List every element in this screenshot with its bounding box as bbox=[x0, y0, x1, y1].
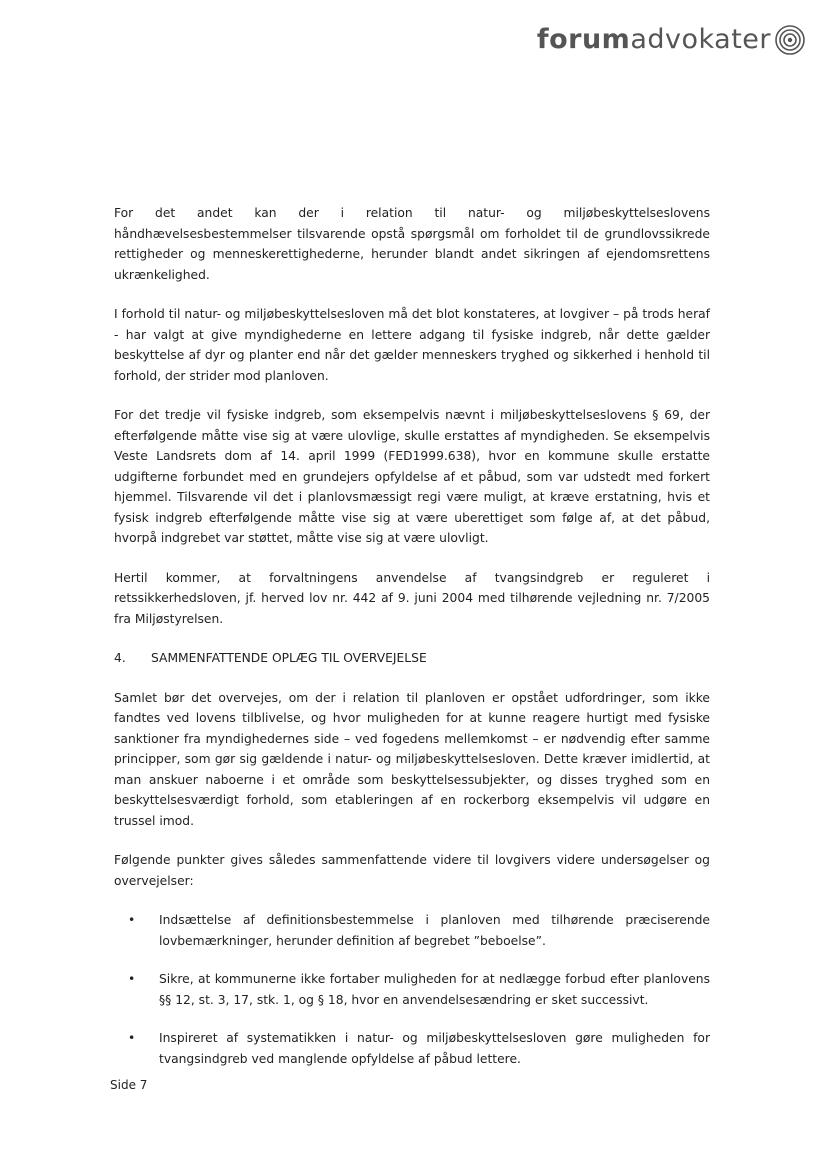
bullet-item: • Sikre, at kommunerne ikke fortaber muligheden for at nedlægge forbud efter planlovens §§ 12, st. 3, 17, stk. 1, og § 18, hvor en anvendelsesændring er sket successivt. bbox=[114, 969, 710, 1010]
logo-text-regular: advokater bbox=[630, 23, 771, 55]
paragraph: I forhold til natur- og miljøbeskyttelsesloven må det blot konstateres, at lovgiver – på trods heraf - har valgt at give myndighederne en lettere adgang til fysiske indgreb, når dette gælder beskyttelse af dyr og planter end når det gælder menneskers tryghed og sikkerhed i henhold til forhold, der strider mod planloven. bbox=[114, 307, 710, 383]
section-heading bbox=[114, 648, 710, 669]
logo-text bbox=[537, 24, 771, 55]
paragraph: Hertil kommer, at forvaltningens anvendelse af tvangsindgreb er reguleret i retssikkerhedsloven, jf. herved lov nr. 442 af 9. juni 2004 med tilhørende vejledning nr. 7/2005 fra Miljøstyrelsen. bbox=[114, 570, 710, 626]
paragraph: For det tredje vil fysiske indgreb, som eksempelvis nævnt i miljøbeskyttelseslovens § 69, der efterfølgende måtte vise sig at være ulovlige, skulle erstattes af myndigheden. Se eksempelvis Veste Landsrets dom af 14. april 1999 (FED1999.638), hvor en kommune skulle erstatte udgifterne forbundet med en grundejers opfyldelse af et påbud, som var udstedt med forkert hjemmel. Tilsvarende vil det i planlovsmæssigt regi være muligt, at kræve erstatning, hvis et fysisk indgreb efterfølgende måtte vise sig at være uberettiget som følge af, at det påbud, hvorpå indgrebet var støttet, måtte vise sig at være ulovligt. bbox=[114, 408, 710, 545]
paragraph: For det andet kan der i relation til natur- og miljøbeskyttelseslovens håndhævelsesbestemmelser tilsvarende opstå spørgsmål om forholdet til de grundlovssikrede rettigheder og menneskerettighederne, herunder blandt andet sikringen af ejendomsrettens ukrænkelighed. bbox=[114, 206, 710, 282]
bullet-item: • Indsættelse af definitionsbestemmelse i planloven med tilhørende præciserende lovbemærkninger, herunder definition af begrebet ”beboelse”. bbox=[114, 910, 710, 951]
page-number: Side 7 bbox=[110, 1078, 148, 1092]
section-title: SAMMENFATTENDE OPLÆG TIL OVERVEJELSE bbox=[151, 651, 427, 665]
bullet-item: • Inspireret af systematikken i natur- og miljøbeskyttelsesloven gøre muligheden for tvangsindgreb ved manglende opfyldelse af påbud lettere. bbox=[114, 1028, 710, 1069]
spiral-logo-icon bbox=[774, 24, 806, 56]
document-body bbox=[114, 203, 710, 1087]
logo-text-bold: forum bbox=[536, 23, 631, 55]
section-number: 4. bbox=[114, 651, 126, 665]
bullet-list bbox=[114, 910, 710, 1069]
company-logo bbox=[537, 22, 806, 56]
paragraph: Følgende punkter gives således sammenfattende videre til lovgivers videre undersøgelser og overvejelser: bbox=[114, 853, 710, 888]
paragraph: Samlet bør det overvejes, om der i relation til planloven er opstået udfordringer, som ikke fandtes ved lovens tilblivelse, og hvor muligheden for at kunne reagere hurtigt med fysiske sanktioner fra myndighedernes side – ved fogedens mellemkomst – er nødvendig efter samme principper, som gør sig gældende i natur- og miljøbeskyttelsesloven. Dette kræver imidlertid, at man anskuer naboerne i et område som beskyttelsessubjekter, og disses tryghed som en beskyttelsesværdigt forhold, som etableringen af en rockerborg eksempelvis vil udgøre en trussel imod. bbox=[114, 690, 710, 828]
